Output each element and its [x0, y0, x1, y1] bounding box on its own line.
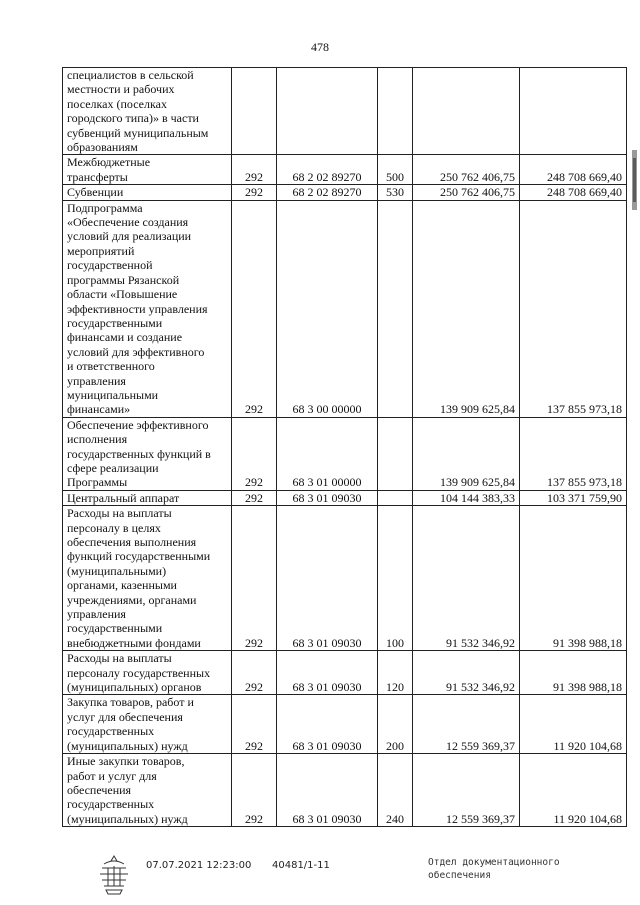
- row-sum-2020-cell: [413, 695, 520, 754]
- row-name-cell: [63, 185, 232, 200]
- row-name-text: Закупка товаров, работ и услуг для обеспечения государственных (муниципальных) нужд: [67, 695, 194, 753]
- row-vr-cell: [378, 155, 413, 185]
- row-sum-2021-cell: [520, 68, 627, 155]
- row-vr-cell: [378, 68, 413, 155]
- row-sum-2020-text: 91 532 346,92: [446, 635, 515, 650]
- row-code-text: 292: [245, 185, 263, 200]
- edge-scan-mark: [631, 150, 638, 210]
- row-sum-2021-cell: [520, 651, 627, 695]
- footer-department-stamp: Отдел документационного обеспечения: [428, 857, 560, 881]
- seal-icon: [92, 852, 136, 896]
- row-csr-cell: [277, 490, 378, 505]
- row-sum-2020-cell: [413, 651, 520, 695]
- row-sum-2021-cell: [520, 695, 627, 754]
- row-code-text: 292: [245, 811, 263, 826]
- row-csr-cell: [277, 185, 378, 200]
- row-csr-cell: [277, 200, 378, 417]
- row-sum-2021-text: 91 398 988,18: [553, 680, 622, 695]
- row-vr-text: 200: [386, 738, 404, 753]
- row-sum-2021-text: 11 920 104,68: [553, 811, 622, 826]
- row-code-text: 292: [245, 490, 263, 505]
- row-sum-2021-cell: [520, 417, 627, 490]
- row-csr-text: 68 3 01 00000: [292, 475, 362, 490]
- budget-table-body: [63, 68, 627, 827]
- row-sum-2021-cell: [520, 155, 627, 185]
- row-vr-text: 240: [386, 811, 404, 826]
- row-vr-text: 100: [386, 635, 404, 650]
- row-name-text: Центральный аппарат: [67, 490, 180, 505]
- row-vr-cell: [378, 417, 413, 490]
- row-sum-2021-text: 11 920 104,68: [553, 738, 622, 753]
- row-csr-cell: [277, 651, 378, 695]
- row-csr-text: 68 3 01 09030: [292, 635, 362, 650]
- row-csr-text: 68 2 02 89270: [292, 185, 362, 200]
- table-row: [63, 200, 627, 417]
- row-csr-text: 68 3 01 09030: [292, 738, 362, 753]
- row-name-text: Обеспечение эффективного исполнения государственных функций в сфере реализации Программы: [67, 417, 211, 490]
- row-name-cell: [63, 68, 232, 155]
- footer-reg-number: 40481/1-11: [272, 860, 330, 871]
- row-sum-2020-cell: [413, 200, 520, 417]
- row-sum-2021-text: 137 855 973,18: [547, 475, 622, 490]
- row-code-text: 292: [245, 475, 263, 490]
- row-vr-cell: [378, 506, 413, 651]
- row-sum-2021-text: 137 855 973,18: [547, 402, 622, 417]
- table-row: [63, 695, 627, 754]
- table-row: [63, 506, 627, 651]
- row-csr-text: 68 2 02 89270: [292, 169, 362, 184]
- row-sum-2020-text: 12 559 369,37: [446, 738, 515, 753]
- row-sum-2020-text: 250 762 406,75: [440, 185, 515, 200]
- row-code-text: 292: [245, 635, 263, 650]
- row-vr-cell: [378, 200, 413, 417]
- row-name-cell: [63, 490, 232, 505]
- row-name-text: Расходы на выплаты персоналу в целях обеспечения выполнения функций государственными (муниципальными) органами, казенными учреждениями, органами управления государственными внебюджетными фондами: [67, 506, 211, 650]
- table-row: [63, 417, 627, 490]
- row-sum-2020-text: 250 762 406,75: [440, 169, 515, 184]
- row-name-text: Межбюджетные трансферты: [67, 155, 151, 184]
- row-sum-2021-text: 248 708 669,40: [547, 169, 622, 184]
- row-code-cell: [232, 695, 277, 754]
- row-csr-text: 68 3 01 09030: [292, 811, 362, 826]
- row-sum-2020-text: 139 909 625,84: [440, 475, 515, 490]
- table-row: [63, 68, 627, 155]
- page-number: 478: [311, 40, 329, 54]
- row-sum-2020-cell: [413, 754, 520, 827]
- row-code-text: 292: [245, 402, 263, 417]
- row-sum-2021-cell: [520, 185, 627, 200]
- footer-date: 07.07.2021 12:23:00: [146, 860, 252, 871]
- row-vr-cell: [378, 754, 413, 827]
- row-csr-cell: [277, 68, 378, 155]
- row-code-cell: [232, 417, 277, 490]
- row-sum-2020-cell: [413, 185, 520, 200]
- table-row: [63, 185, 627, 200]
- row-vr-text: 120: [386, 680, 404, 695]
- row-sum-2021-text: 248 708 669,40: [547, 185, 622, 200]
- row-sum-2020-cell: [413, 155, 520, 185]
- row-name-cell: [63, 200, 232, 417]
- row-sum-2020-cell: [413, 490, 520, 505]
- row-csr-text: 68 3 01 09030: [292, 490, 362, 505]
- row-name-cell: [63, 651, 232, 695]
- row-sum-2020-text: 104 144 383,33: [440, 490, 515, 505]
- row-sum-2020-cell: [413, 506, 520, 651]
- row-vr-text: 500: [386, 169, 404, 184]
- budget-table: [62, 67, 627, 827]
- table-row: [63, 754, 627, 827]
- table-row: [63, 490, 627, 505]
- row-code-text: 292: [245, 169, 263, 184]
- row-sum-2021-cell: [520, 506, 627, 651]
- row-name-cell: [63, 506, 232, 651]
- row-code-text: 292: [245, 738, 263, 753]
- row-sum-2020-text: 139 909 625,84: [440, 402, 515, 417]
- row-csr-cell: [277, 695, 378, 754]
- row-sum-2021-cell: [520, 754, 627, 827]
- table-row: [63, 155, 627, 185]
- row-sum-2020-text: 91 532 346,92: [446, 680, 515, 695]
- row-name-cell: [63, 417, 232, 490]
- row-sum-2020-cell: [413, 68, 520, 155]
- row-sum-2021-cell: [520, 200, 627, 417]
- row-sum-2021-text: 103 371 759,90: [547, 490, 622, 505]
- row-name-cell: [63, 155, 232, 185]
- table-row: [63, 651, 627, 695]
- row-name-text: специалистов в сельской местности и рабочих поселках (поселках городского типа)» в части субвенций муниципальным образованиям: [67, 68, 209, 155]
- row-sum-2020-text: 12 559 369,37: [446, 811, 515, 826]
- row-csr-cell: [277, 754, 378, 827]
- row-name-text: Субвенции: [67, 185, 124, 200]
- row-sum-2021-text: 91 398 988,18: [553, 635, 622, 650]
- row-code-cell: [232, 651, 277, 695]
- row-sum-2020-cell: [413, 417, 520, 490]
- row-code-cell: [232, 155, 277, 185]
- row-csr-text: 68 3 01 09030: [292, 680, 362, 695]
- row-vr-cell: [378, 695, 413, 754]
- row-sum-2021-cell: [520, 490, 627, 505]
- row-code-cell: [232, 200, 277, 417]
- row-vr-text: 530: [386, 185, 404, 200]
- row-csr-cell: [277, 417, 378, 490]
- row-code-text: 292: [245, 680, 263, 695]
- row-name-text: Иные закупки товаров, работ и услуг для обеспечения государственных (муниципальных) нужд: [67, 754, 188, 826]
- row-vr-cell: [378, 651, 413, 695]
- row-code-cell: [232, 506, 277, 651]
- row-vr-cell: [378, 490, 413, 505]
- row-name-text: Расходы на выплаты персоналу государственных (муниципальных) органов: [67, 651, 211, 695]
- row-code-cell: [232, 185, 277, 200]
- row-code-cell: [232, 490, 277, 505]
- row-code-cell: [232, 754, 277, 827]
- row-name-cell: [63, 695, 232, 754]
- row-csr-text: 68 3 00 00000: [292, 402, 362, 417]
- page-footer: [0, 848, 640, 905]
- row-name-text: Подпрограмма «Обеспечение создания условий для реализации мероприятий государственной программы Рязанской области «Повышение эффективности управления государственными финансами и создание условий для эффективного и ответственного управления муниципальными финансами»: [67, 200, 208, 417]
- row-csr-cell: [277, 155, 378, 185]
- row-name-cell: [63, 754, 232, 827]
- row-csr-cell: [277, 506, 378, 651]
- row-vr-cell: [378, 185, 413, 200]
- row-code-cell: [232, 68, 277, 155]
